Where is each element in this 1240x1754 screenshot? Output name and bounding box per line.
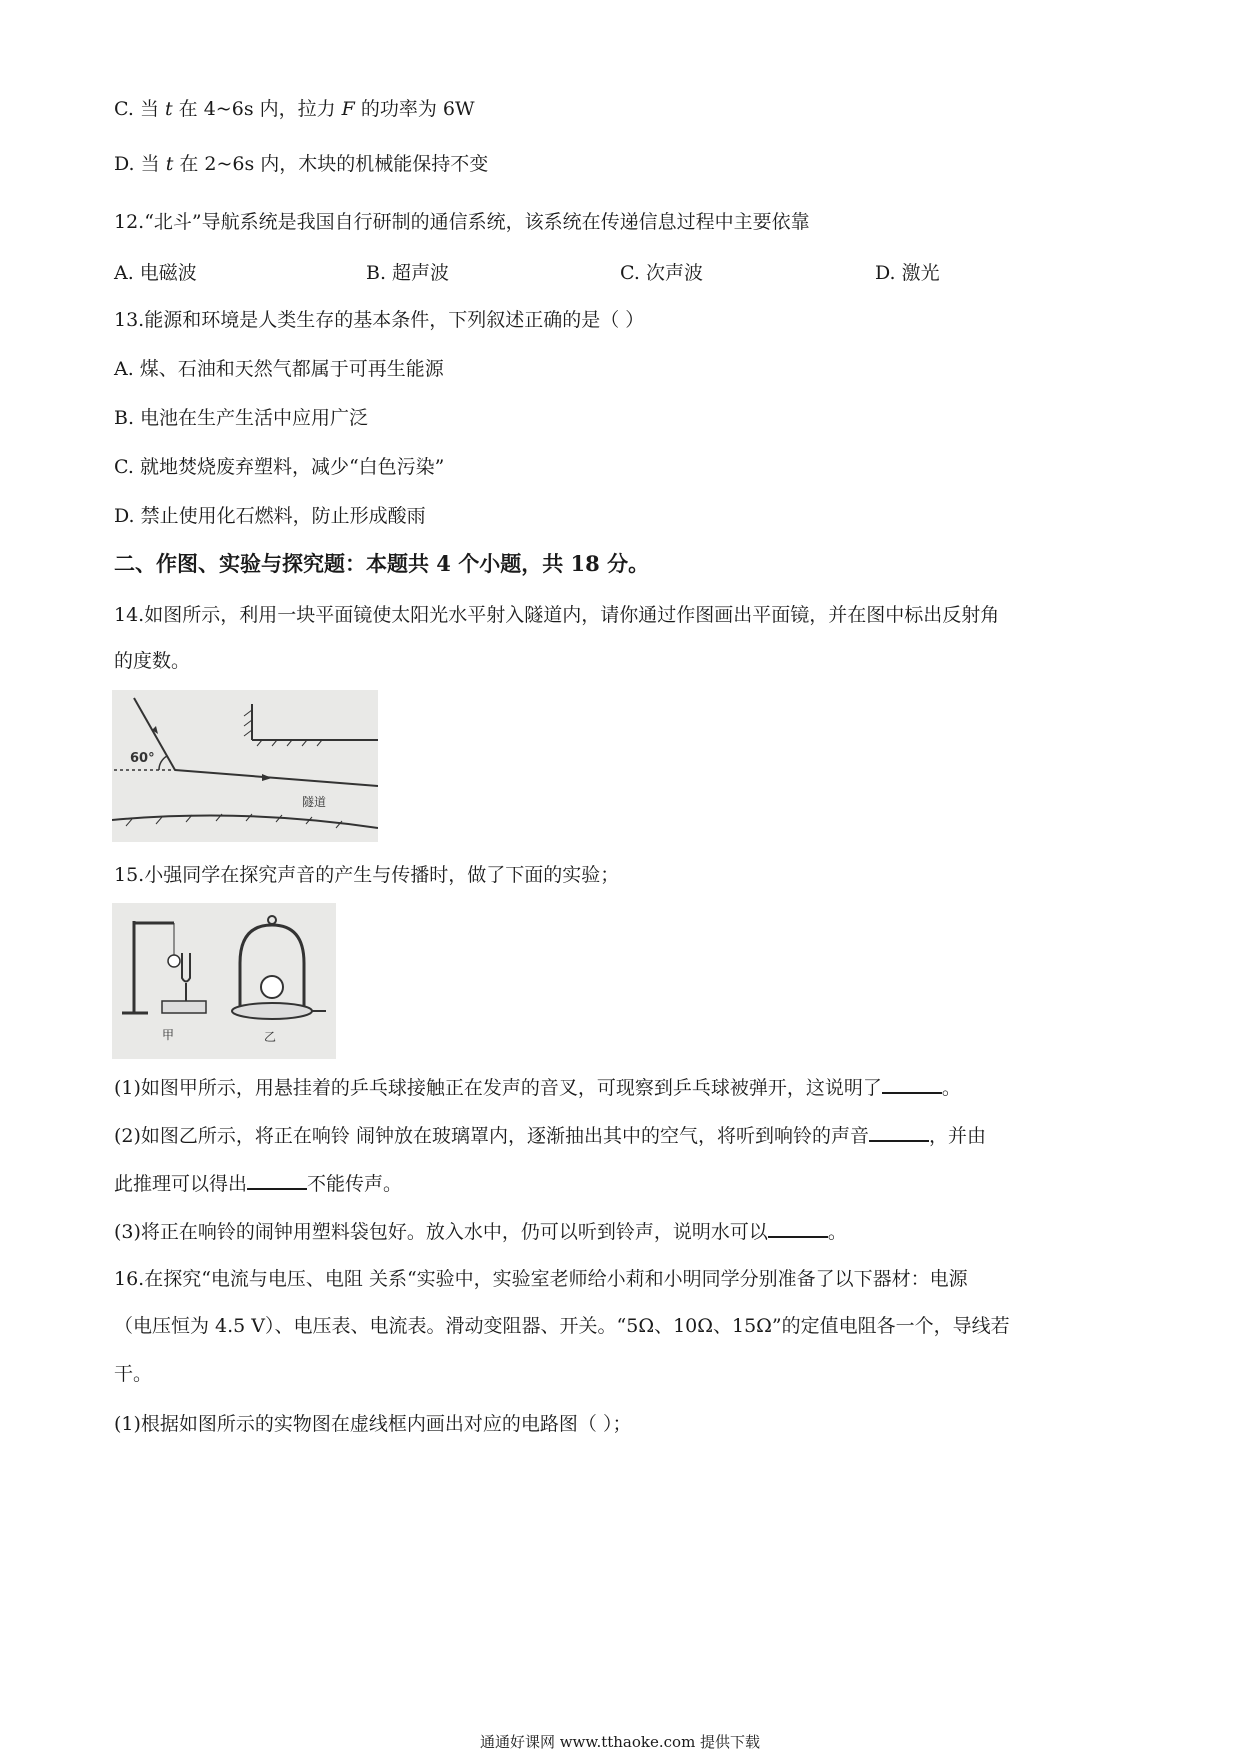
q13-option-b: B. 电池在生产生活中应用广泛: [114, 407, 369, 429]
q12-option-c: C. 次声波: [620, 262, 703, 284]
q13-option-c: C. 就地焚烧废弃塑料，减少“白色污染”: [114, 456, 445, 478]
answer-blank[interactable]: [247, 1170, 307, 1190]
answer-blank[interactable]: [882, 1074, 942, 1094]
q14-stem-line1: 14.如图所示，利用一块平面镜使太阳光水平射入隧道内，请你通过作图画出平面镜，并在图中标出反射角: [114, 604, 1000, 626]
q16-stem-line2: （电压恒为 4.5 V）、电压表、电流表。滑动变阻器、开关。“5Ω、10Ω、15Ω”的定值电阻各一个，导线若: [114, 1315, 1010, 1337]
label-yi: 乙: [264, 1030, 277, 1044]
q15-part2-line2: 此推理可以得出 不能传声。: [114, 1170, 402, 1197]
q15-part1: (1)如图甲所示，用悬挂着的乒乓球接触正在发声的音叉，可现察到乒乓球被弹开，这说明了 。: [114, 1074, 961, 1101]
answer-blank[interactable]: [768, 1218, 828, 1238]
tunnel-label: 隧道: [302, 795, 327, 809]
label-jia: 甲: [162, 1028, 175, 1042]
q14-figure: [112, 690, 378, 842]
answer-blank[interactable]: [869, 1122, 929, 1142]
angle-label: 60°: [130, 751, 155, 766]
q16-stem-line3: 干。: [114, 1363, 153, 1385]
q15-part2: (2)如图乙所示，将正在响铃 闹钟放在玻璃罩内，逐渐抽出其中的空气，将听到响铃的声音 ，并由: [114, 1122, 986, 1149]
q11-option-d: D. 当 t 在 2~6s 内，木块的机械能保持不变: [114, 153, 489, 175]
q12-option-d: D. 激光: [875, 262, 940, 284]
q12-stem: 12.“北斗”导航系统是我国自行研制的通信系统，该系统在传递信息过程中主要依靠: [114, 211, 810, 233]
q13-stem: 13.能源和环境是人类生存的基本条件，下列叙述正确的是（ ）: [114, 309, 645, 331]
q13-option-a: A. 煤、石油和天然气都属于可再生能源: [114, 358, 444, 380]
q12-option-a: A. 电磁波: [114, 262, 197, 284]
section-heading: 二、作图、实验与探究题：本题共 4 个小题，共 18 分。: [114, 551, 650, 576]
q13-option-d: D. 禁止使用化石燃料，防止形成酸雨: [114, 505, 426, 527]
q12-option-b: B. 超声波: [366, 262, 450, 284]
q16-stem-line1: 16.在探究“电流与电压、电阻 关系“实验中，实验室老师给小莉和小明同学分别准备了以下器材：电源: [114, 1268, 968, 1290]
q15-figure: [112, 903, 336, 1059]
page-footer: 通通好课网 www.tthaoke.com 提供下载: [479, 1733, 761, 1751]
q15-part3: (3)将正在响铃的闹钟用塑料袋包好。放入水中，仍可以听到铃声，说明水可以 。: [114, 1218, 847, 1245]
q14-stem-line2: 的度数。: [114, 650, 191, 672]
q15-stem: 15.小强同学在探究声音的产生与传播时，做了下面的实验；: [114, 864, 620, 886]
q11-option-c: C. 当 t 在 4~6s 内，拉力 F 的功率为 6W: [114, 98, 475, 120]
q16-part1: (1)根据如图所示的实物图在虚线框内画出对应的电路图（ ）；: [114, 1413, 632, 1435]
